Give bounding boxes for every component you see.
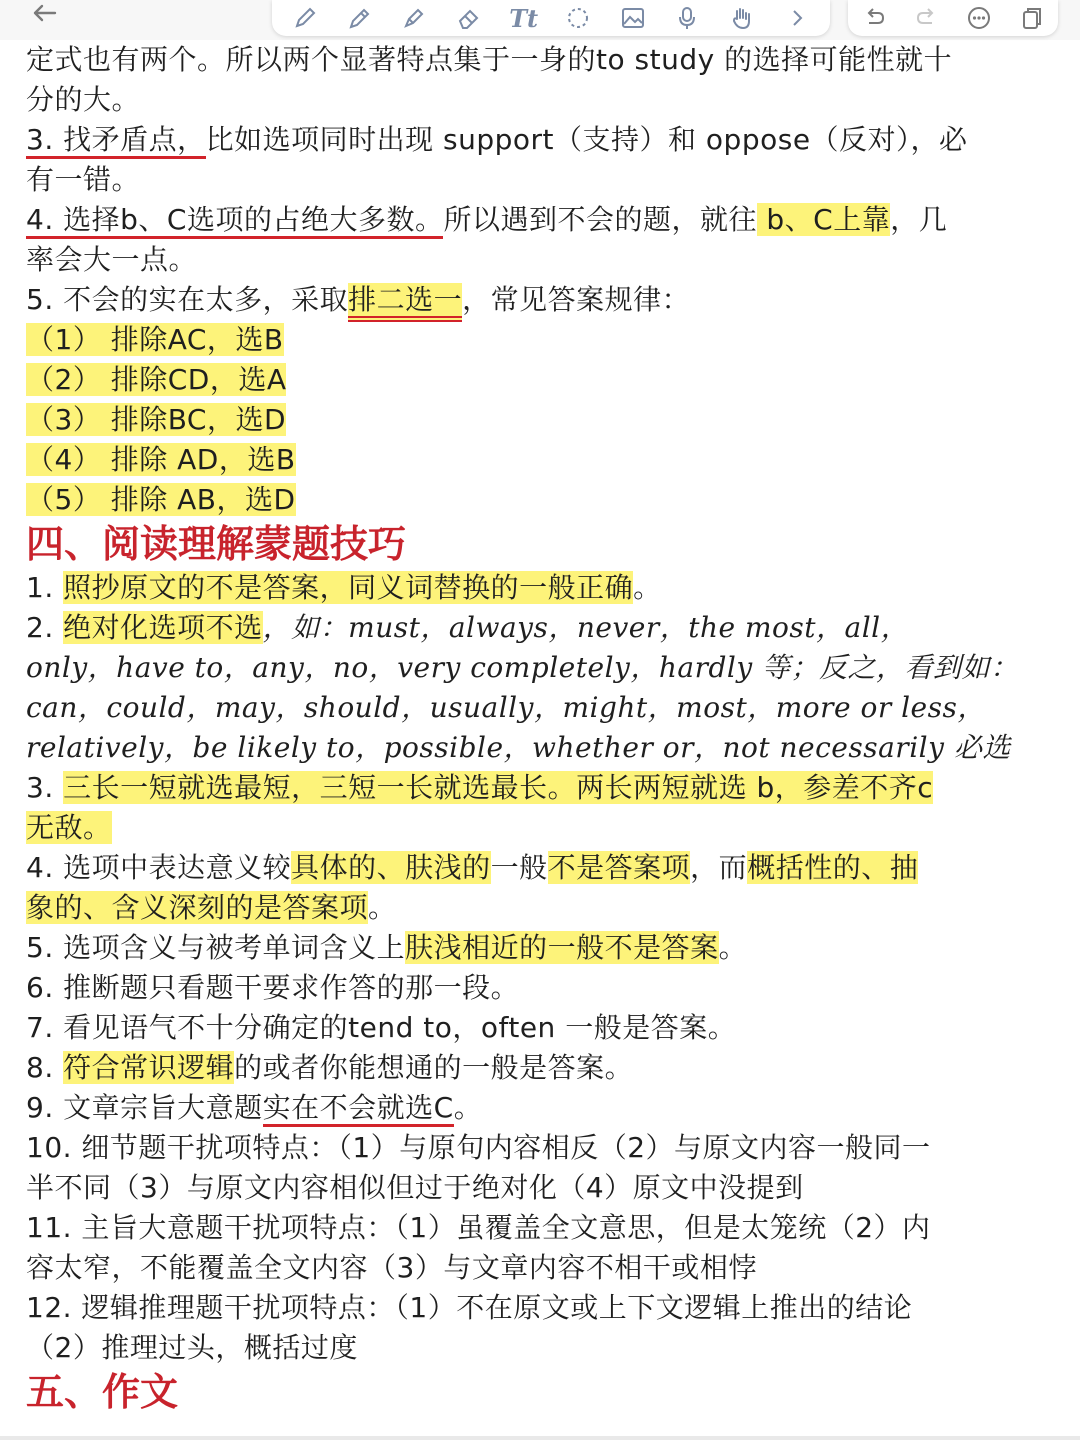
note-page[interactable] xyxy=(26,40,1056,1416)
note-text: 分的大。 xyxy=(26,83,141,116)
pencil-tool-button[interactable] xyxy=(342,3,378,33)
note-text: relatively，be likely to，possible，whether or，not necessarily 必选 xyxy=(26,731,1011,764)
section-heading: 四、阅读理解蒙题技巧 xyxy=(26,521,407,566)
note-line xyxy=(26,928,1056,968)
highlighted-text: 照抄原文的不是答案，同义词替换的一般正确 xyxy=(63,571,634,604)
toolbar-next-button[interactable] xyxy=(779,3,815,33)
note-line xyxy=(26,1288,1056,1328)
highlighted-text: b、C上靠 xyxy=(756,203,891,236)
highlighter-tool-button[interactable] xyxy=(396,3,432,33)
note-text: ，而 xyxy=(690,851,748,884)
eraser-icon xyxy=(456,5,482,31)
note-text: 5. 选项含义与被考单词含义上 xyxy=(26,931,406,964)
note-line xyxy=(26,608,1056,648)
note-line xyxy=(26,160,1056,200)
note-text: 11. 主旨大意题干扰项特点：（1）虽覆盖全文意思，但是太笼统（2）内 xyxy=(26,1211,931,1244)
note-line xyxy=(26,240,1056,280)
chevron-right-icon xyxy=(784,5,810,31)
pages-button[interactable] xyxy=(1014,3,1050,33)
highlighted-text: （1） 排除AC，选B xyxy=(26,323,284,356)
note-text: 。 xyxy=(368,891,397,924)
note-text: 。 xyxy=(718,931,748,964)
note-text: 10. 细节题干扰项特点：（1）与原句内容相反（2）与原文内容一般同一 xyxy=(26,1131,931,1164)
underlined-text: 实在不会就选C xyxy=(263,1091,454,1127)
note-line xyxy=(26,1328,1056,1368)
note-text: 率会大一点。 xyxy=(26,243,198,276)
hand-tool-button[interactable] xyxy=(724,3,760,33)
back-arrow-icon xyxy=(31,3,57,23)
redo-icon xyxy=(914,5,940,31)
rule-item xyxy=(26,480,1056,520)
note-text: （2）推理过头，概括过度 xyxy=(26,1331,358,1364)
note-line xyxy=(26,120,1056,160)
note-line xyxy=(26,1208,1056,1248)
pen-tool-button[interactable] xyxy=(287,3,323,33)
note-line xyxy=(26,280,1056,320)
note-text: 2. xyxy=(26,611,64,644)
rule-item xyxy=(26,320,1056,360)
note-text: 4. 选项中表达意义较 xyxy=(26,851,292,884)
note-line xyxy=(26,848,1056,888)
highlighted-text: 排二选一 xyxy=(348,283,462,322)
lasso-icon xyxy=(565,5,591,31)
note-line xyxy=(26,688,1056,728)
highlighted-text: （4） 排除 AD，选B xyxy=(26,443,296,476)
page-bottom-edge xyxy=(0,1436,1080,1440)
hand-icon xyxy=(729,5,755,31)
undo-button[interactable] xyxy=(856,3,892,33)
note-text: 是答案项 xyxy=(254,891,369,924)
image-icon xyxy=(620,5,646,31)
action-palette xyxy=(848,0,1058,36)
note-text: 6. 推断题只看题干要求作答的那一段。 xyxy=(26,971,520,1004)
highlighted-text: （5） 排除 AB，选D xyxy=(26,483,296,516)
voice-tool-button[interactable] xyxy=(669,3,705,33)
note-line xyxy=(26,1168,1056,1208)
note-text: 定式也有两个。所以两个显著特点集于一身的to study 的选择可能性就十 xyxy=(26,43,953,76)
note-line xyxy=(26,1128,1056,1168)
more-options-button[interactable] xyxy=(961,3,997,33)
note-line xyxy=(26,888,1056,928)
note-text: 一般 xyxy=(490,851,548,884)
note-line xyxy=(26,1088,1056,1128)
note-line xyxy=(26,728,1056,768)
pencil-icon xyxy=(347,5,373,31)
note-text: 比如选项同时出现 support（支持）和 oppose（反对），必 xyxy=(205,123,968,156)
note-text: 。 xyxy=(633,571,662,604)
note-text: 1. xyxy=(26,571,64,604)
pages-icon xyxy=(1019,5,1045,31)
image-tool-button[interactable] xyxy=(615,3,651,33)
note-text: 3. xyxy=(26,771,64,804)
note-line xyxy=(26,648,1056,688)
underlined-text: 4. 选择b、C选项的占绝大多数。 xyxy=(26,203,443,239)
note-text: 所以遇到不会的题，就往 xyxy=(443,203,757,236)
back-button[interactable] xyxy=(22,0,66,26)
note-text: 7. 看见语气不十分确定的tend to，often 一般是答案。 xyxy=(26,1011,737,1044)
text-tool-icon: Tt xyxy=(509,3,539,33)
note-text: 12. 逻辑推理题干扰项特点：（1）不在原文或上下文逻辑上推出的结论 xyxy=(26,1291,913,1324)
note-text: only，have to，any，no，very completely，hardly 等；反之，看到如： xyxy=(26,651,1019,684)
highlighter-icon xyxy=(401,5,427,31)
tool-palette xyxy=(272,0,830,36)
note-text: can，could，may，should，usually，might，most，more or less， xyxy=(26,691,986,724)
highlighted-text: 象的、含义深刻的 xyxy=(26,891,255,924)
highlighted-text: 概括性的、抽 xyxy=(747,851,919,884)
highlighted-text: 无敌。 xyxy=(26,811,112,844)
highlighted-text: 不是答案项 xyxy=(547,851,691,884)
note-line xyxy=(26,80,1056,120)
note-text: 5. 不会的实在太多，采取 xyxy=(26,283,349,316)
note-line xyxy=(26,808,1056,848)
eraser-tool-button[interactable] xyxy=(451,3,487,33)
highlighted-text: （3） 排除BC，选D xyxy=(26,403,287,436)
more-icon xyxy=(966,5,992,31)
underlined-text: 3. 找矛盾点， xyxy=(26,123,206,159)
text-tool-button[interactable] xyxy=(506,3,542,33)
app-toolbar xyxy=(0,0,1080,40)
note-text: 。 xyxy=(453,1091,483,1124)
highlighted-text: 肤浅相近的一般不是答案 xyxy=(405,931,719,964)
highlighted-text: 符合常识逻辑 xyxy=(63,1051,235,1084)
highlighted-text: 具体的、肤浅的 xyxy=(291,851,491,884)
highlighted-text: 绝对化选项不选 xyxy=(63,611,263,644)
note-text: ，几 xyxy=(890,203,948,236)
note-text: ，常见答案规律： xyxy=(462,283,691,316)
note-line xyxy=(26,1248,1056,1288)
note-text: 容太窄，不能覆盖全文内容（3）与文章内容不相干或相悖 xyxy=(26,1251,757,1284)
rule-item xyxy=(26,440,1056,480)
note-line xyxy=(26,1048,1056,1088)
note-line xyxy=(26,1008,1056,1048)
note-text: 的或者你能想通的一般是答案。 xyxy=(234,1051,634,1084)
pen-icon xyxy=(292,5,318,31)
note-text: 有一错。 xyxy=(26,163,141,196)
rule-item xyxy=(26,400,1056,440)
note-line xyxy=(26,40,1056,80)
note-line xyxy=(26,968,1056,1008)
note-line xyxy=(26,200,1056,240)
section-heading: 五、作文 xyxy=(26,1369,179,1414)
note-text: 9. 文章宗旨大意题 xyxy=(26,1091,263,1124)
note-text: 半不同（3）与原文内容相似但过于绝对化（4）原文中没提到 xyxy=(26,1171,804,1204)
lasso-tool-button[interactable] xyxy=(560,3,596,33)
redo-button[interactable] xyxy=(909,3,945,33)
undo-icon xyxy=(861,5,887,31)
note-line xyxy=(26,768,1056,808)
microphone-icon xyxy=(674,5,700,31)
note-line xyxy=(26,568,1056,608)
rule-item xyxy=(26,360,1056,400)
highlighted-text: （2） 排除CD，选A xyxy=(26,363,287,396)
highlighted-text: 三长一短就选最短，三短一长就选最长。两长两短就选 b，参差不齐c xyxy=(63,771,934,804)
note-text: ，如：must，always，never，the most，all， xyxy=(262,611,910,644)
note-text: 8. xyxy=(26,1051,64,1084)
